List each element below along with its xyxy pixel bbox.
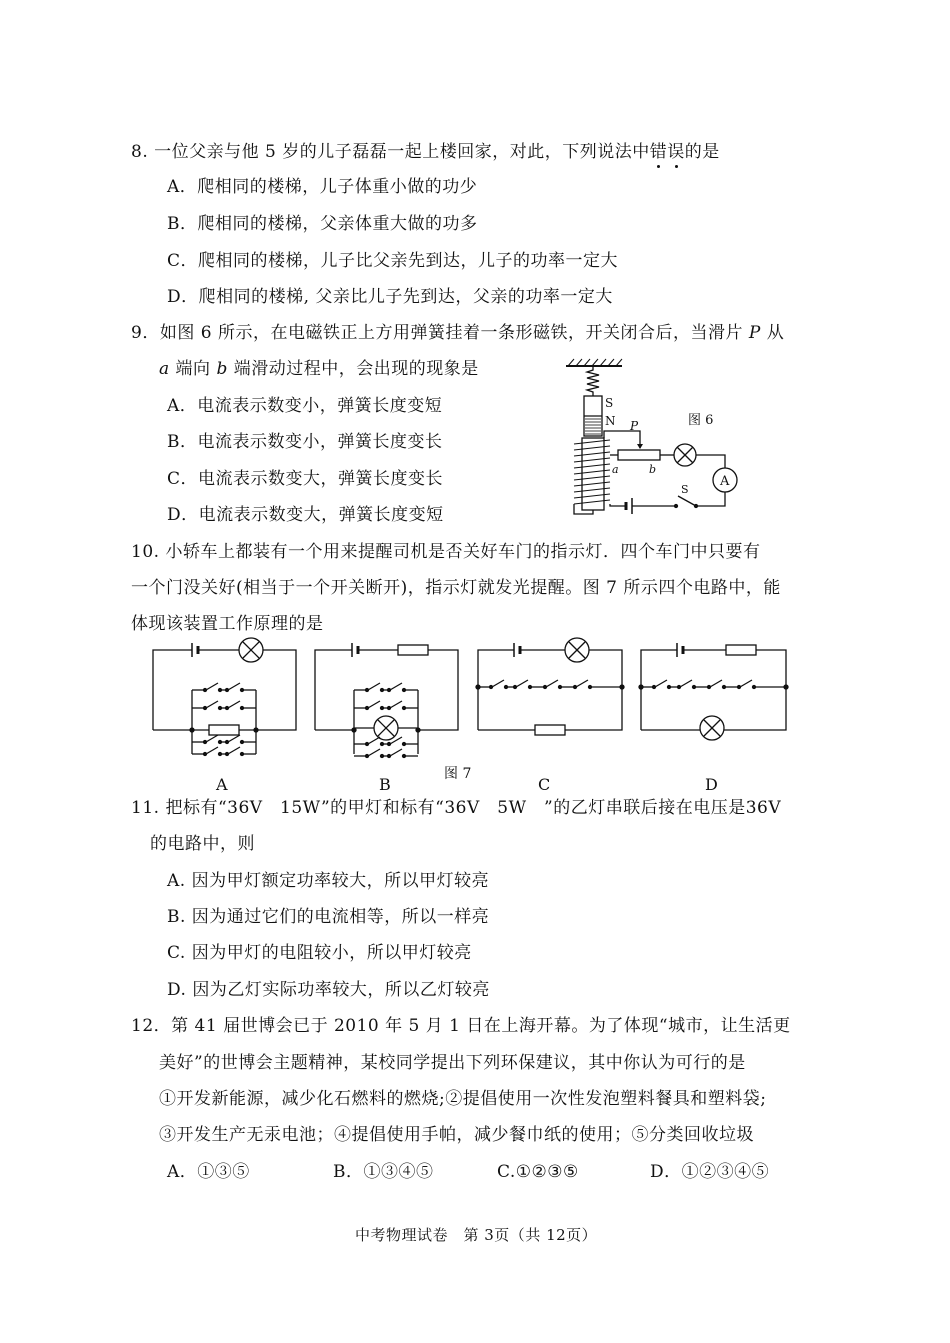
q9-option-d: D．电流表示数变大，弹簧长度变短 [167, 505, 444, 525]
figure-7-caption: 图 7 [444, 766, 472, 782]
q9-stem-line1: 9．如图 6 所示，在电磁铁正上方用弹簧挂着一条形磁铁，开关闭合后，当滑片 P 从 [131, 323, 785, 343]
q11-option-c: C. 因为甲灯的电阻较小，所以甲灯较亮 [167, 943, 472, 963]
slider-p-label: P [630, 419, 639, 433]
circuit-b [315, 643, 458, 758]
end-b-label: b [649, 463, 657, 476]
q8-stem: 8. 一位父亲与他 5 岁的儿子磊磊一起上楼回家，对此，下列说法中错误的是 [131, 142, 720, 162]
spring [587, 366, 599, 396]
q12-stem-line1: 12．第 41 届世博会已于 2010 年 5 月 1 日在上海开幕。为了体现“城市，让生活更 [131, 1016, 791, 1036]
figure-7-circuits [140, 630, 820, 800]
q12-option-c: C.①②③⑤ [497, 1162, 579, 1182]
q8-option-b: B．爬相同的楼梯，父亲体重大做的功多 [167, 214, 478, 234]
end-a-label: a [612, 463, 619, 476]
circuit-b-label: B [379, 775, 391, 794]
q9-option-c: C．电流表示数变大，弹簧长度变长 [167, 469, 444, 489]
circuit-a-label: A [216, 775, 228, 794]
pole-s-label: S [605, 396, 614, 410]
q10-stem-line1: 10. 小轿车上都装有一个用来提醒司机是否关好车门的指示灯．四个车门中只要有 [131, 542, 761, 562]
q12-stem-line3: ①开发新能源，减少化石燃料的燃烧;②提倡使用一次性发泡塑料餐具和塑料袋; [159, 1089, 767, 1109]
q11-stem-line2: 的电路中，则 [150, 834, 255, 854]
q11-option-d: D. 因为乙灯实际功率较大，所以乙灯较亮 [167, 980, 490, 1000]
circuit-d-label: D [705, 775, 718, 794]
pole-n-label: N [605, 414, 616, 428]
q12-stem-line2: 美好”的世博会主题精神，某校同学提出下列环保建议，其中你认为可行的是 [159, 1053, 746, 1073]
q12-option-b: B．①③④⑤ [333, 1162, 434, 1182]
q8-emphasis-wu: 误 [667, 142, 685, 162]
figure-6-caption: 图 6 [688, 413, 714, 428]
q10-stem-line2: 一个门没关好(相当于一个开关断开)，指示灯就发光提醒。图 7 所示四个电路中，能 [131, 578, 781, 598]
q11-stem-line1: 11. 把标有“36V 15W”的甲灯和标有“36V 5W ”的乙灯串联后接在电压是36V [131, 798, 782, 818]
q11-option-b: B. 因为通过它们的电流相等，所以一样亮 [167, 907, 490, 927]
q8-option-c: C．爬相同的楼梯，儿子比父亲先到达，儿子的功率一定大 [167, 251, 619, 271]
circuit-d [639, 643, 788, 740]
figure-6-electromagnet-circuit [560, 358, 760, 523]
switch-s-label: S [681, 483, 689, 496]
q12-stem-line4: ③开发生产无汞电池；④提倡使用手帕，减少餐巾纸的使用；⑤分类回收垃圾 [159, 1125, 754, 1145]
q11-option-a: A. 因为甲灯额定功率较大，所以甲灯较亮 [167, 871, 490, 891]
q8-emphasis-cuo: 错 [649, 142, 668, 162]
page-footer: 中考物理试卷 第 3页（共 12页） [355, 1226, 598, 1244]
q9-stem-line2: a 端向 b 端滑动过程中，会出现的现象是 [159, 359, 479, 379]
q12-option-d: D．①②③④⑤ [650, 1162, 770, 1182]
circuit-a [153, 638, 296, 756]
circuit-c-label: C [538, 775, 551, 794]
circuit-c [476, 638, 624, 735]
q10-stem-line3: 体现该装置工作原理的是 [131, 614, 324, 634]
q8-option-a: A．爬相同的楼梯，儿子体重小做的功少 [167, 177, 478, 197]
q8-option-d: D．爬相同的楼梯, 父亲比儿子先到达，父亲的功率一定大 [167, 287, 613, 307]
ammeter-label: A [720, 474, 730, 489]
q9-option-b: B．电流表示数变小，弹簧长度变长 [167, 432, 443, 452]
q9-option-a: A．电流表示数变小，弹簧长度变短 [167, 396, 443, 416]
rheostat [618, 450, 660, 460]
q12-option-a: A．①③⑤ [167, 1162, 250, 1182]
